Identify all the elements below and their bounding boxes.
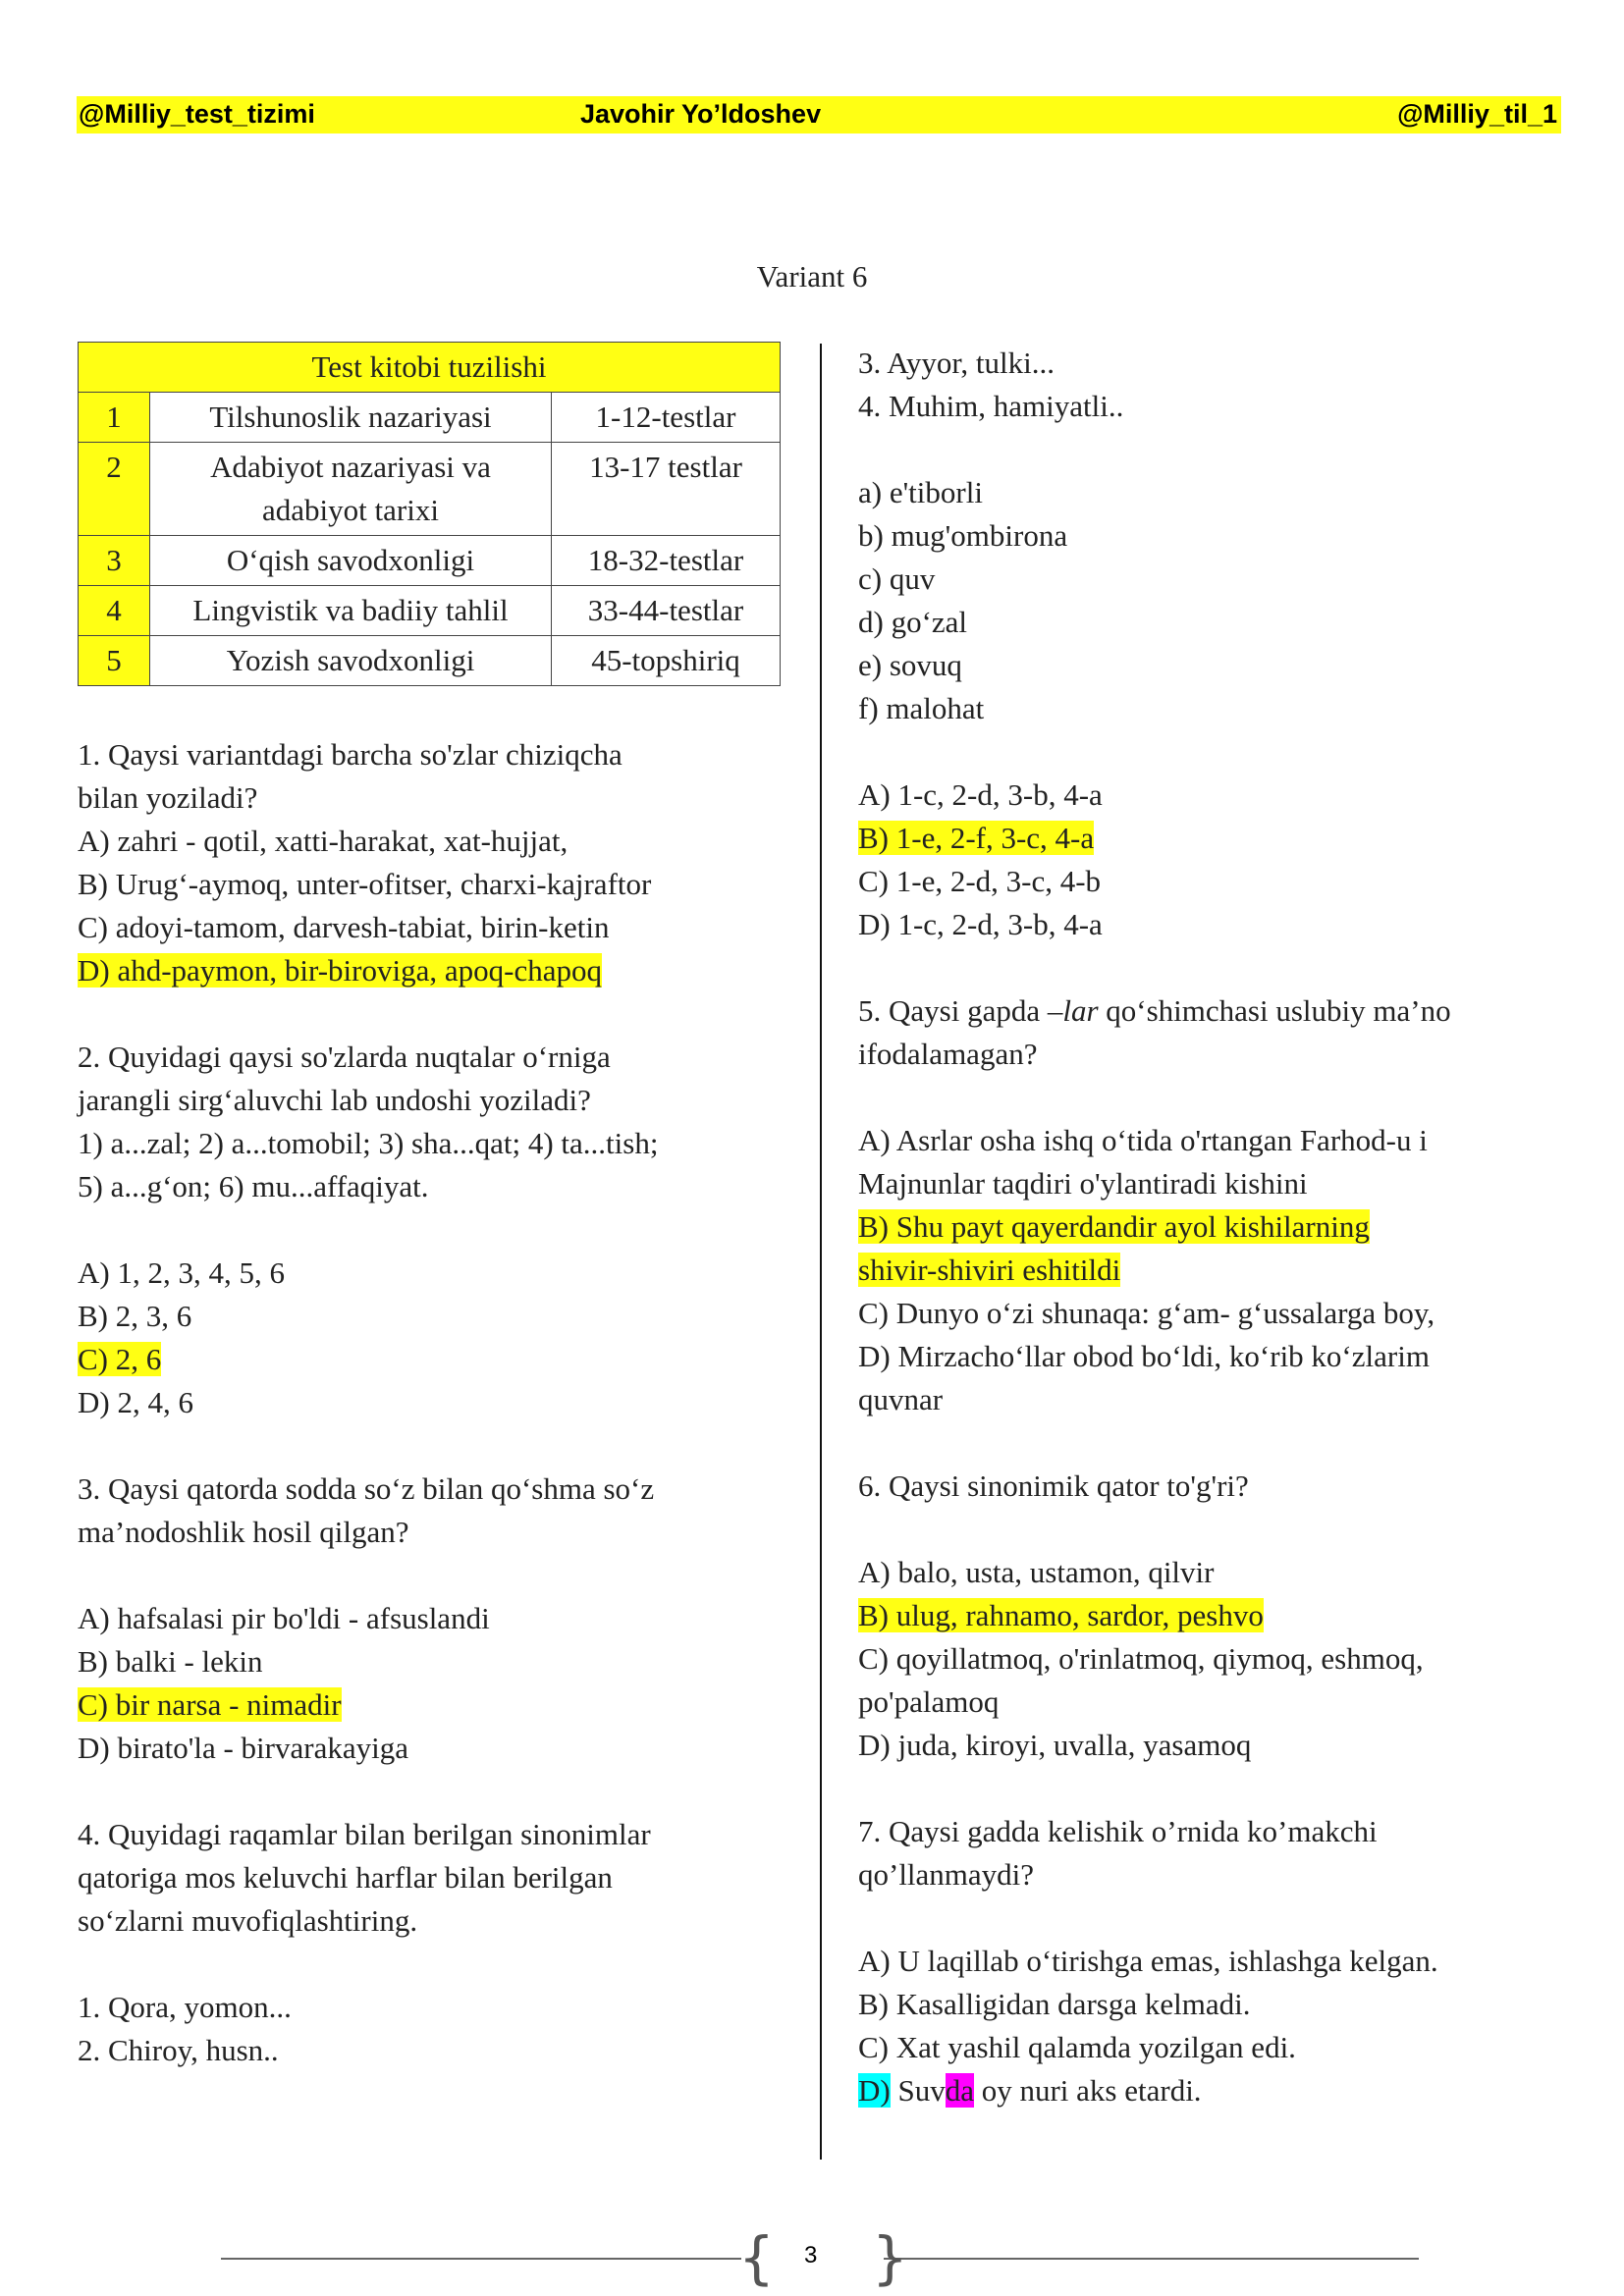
option-a: A) U laqillab o‘tirishga emas, ishlashga kelgan.	[858, 1944, 1438, 1978]
option-b-correct: B) ulug, rahnamo, sardor, peshvo	[858, 1598, 1264, 1632]
question-text-part: 5. Qaysi gapda	[858, 993, 1048, 1028]
option-d-text: Suv	[890, 2073, 946, 2108]
option-c-cont: po'palamoq	[858, 1684, 1000, 1719]
letter-item-b: b) mug'ombirona	[858, 518, 1068, 553]
question-4-continued	[858, 342, 1565, 946]
table-row	[79, 636, 781, 686]
header-author: Javohir Yo’ldoshev	[580, 99, 822, 129]
question-text: 7. Qaysi gadda kelishik o’rnida ko’makchi	[858, 1814, 1378, 1848]
option-d-correct: D) ahd-paymon, bir-biroviga, apoq-chapoq	[78, 953, 602, 988]
question-6	[858, 1465, 1565, 1767]
table-row	[79, 536, 781, 586]
question-text: ma’nodoshlik hosil qilgan?	[78, 1515, 409, 1549]
option-b-correct: B) 1-e, 2-f, 3-c, 4-a	[858, 821, 1095, 855]
question-text: qatoriga mos keluvchi harflar bilan berilgan	[78, 1860, 613, 1895]
question-3	[78, 1468, 785, 1770]
letter-item-c: c) quv	[858, 561, 936, 596]
variant-title: Variant 6	[756, 259, 868, 294]
page-footer	[0, 2224, 1624, 2291]
option-a: A) 1-c, 2-d, 3-b, 4-a	[858, 777, 1103, 812]
question-text: bilan yoziladi?	[78, 780, 258, 815]
section-name: O‘qish savodxonligi	[150, 536, 552, 586]
suffix-highlight: da	[945, 2073, 974, 2108]
option-b: B) Kasalligidan darsga kelmadi.	[858, 1987, 1251, 2021]
question-text: 6. Qaysi sinonimik qator to'g'ri?	[858, 1468, 1249, 1503]
option-b: B) Urug‘-aymoq, unter-ofitser, charxi-kajraftor	[78, 867, 652, 901]
section-name: Tilshunoslik nazariyasi	[150, 393, 552, 443]
right-column	[858, 342, 1565, 2112]
question-5	[858, 989, 1565, 1421]
suffix-italic: –lar	[1047, 993, 1099, 1028]
question-text: jarangli sirg‘aluvchi lab undoshi yoziladi?	[78, 1083, 591, 1117]
option-d: D) Mirzacho‘llar obod bo‘ldi, ko‘rib ko‘zlarim	[858, 1339, 1430, 1373]
option-d: D) juda, kiroyi, uvalla, yasamoq	[858, 1728, 1252, 1762]
option-d	[858, 2069, 1565, 2112]
question-text: so‘zlarni muvofiqlashtiring.	[78, 1903, 418, 1938]
question-text: 1. Qaysi variantdagi barcha so'zlar chiziqcha	[78, 737, 623, 772]
question-text: 5) a...g‘on; 6) mu...affaqiyat.	[78, 1169, 429, 1203]
synonym-item-2: 2. Chiroy, husn..	[78, 2033, 279, 2067]
question-text: qo’llanmaydi?	[858, 1857, 1035, 1892]
option-a: A) balo, usta, ustamon, qilvir	[858, 1555, 1215, 1589]
option-c-correct: C) 2, 6	[78, 1342, 162, 1376]
option-a: A) hafsalasi pir bo'ldi - afsuslandi	[78, 1601, 490, 1635]
question-2	[78, 1036, 785, 1424]
brace-left-icon: {	[738, 2224, 775, 2291]
option-d: D) 2, 4, 6	[78, 1385, 193, 1419]
footer-rule-right	[884, 2258, 1419, 2260]
option-c-correct: C) bir narsa - nimadir	[78, 1687, 342, 1722]
option-d: D) 1-c, 2-d, 3-b, 4-a	[858, 907, 1103, 941]
option-a: A) Asrlar osha ishq o‘tida o'rtangan Farhod-u i	[858, 1123, 1428, 1157]
row-number: 3	[79, 536, 150, 586]
question-text: 3. Qaysi qatorda sodda so‘z bilan qo‘shma so‘z	[78, 1471, 655, 1506]
test-range: 18-32-testlar	[552, 536, 781, 586]
question-7	[858, 1810, 1565, 2112]
test-range: 45-topshiriq	[552, 636, 781, 686]
question-1	[78, 733, 785, 992]
option-b-correct: B) Shu payt qayerdandir ayol kishilarning	[858, 1209, 1370, 1244]
row-number: 1	[79, 393, 150, 443]
test-range: 13-17 testlar	[552, 443, 781, 536]
brace-right-icon: }	[872, 2224, 908, 2291]
option-a: A) zahri - qotil, xatti-harakat, xat-hujjat,	[78, 824, 568, 858]
option-b: B) balki - lekin	[78, 1644, 263, 1679]
option-a-cont: Majnunlar taqdiri o'ylantiradi kishini	[858, 1166, 1308, 1201]
header-channel-left: @Milliy_test_tizimi	[79, 99, 315, 129]
question-text	[858, 989, 1565, 1033]
letter-item-e: e) sovuq	[858, 648, 962, 682]
letter-item-f: f) malohat	[858, 691, 985, 725]
test-range: 33-44-testlar	[552, 586, 781, 636]
question-text: 1) a...zal; 2) a...tomobil; 3) sha...qat; 4) ta...tish;	[78, 1126, 659, 1160]
option-c: C) Dunyo o‘zi shunaqa: g‘am- g‘ussalarga boy,	[858, 1296, 1435, 1330]
question-text: 2. Quyidagi qaysi so'zlarda nuqtalar o‘rniga	[78, 1040, 611, 1074]
option-c: C) qoyillatmoq, o'rinlatmoq, qiymoq, eshmoq,	[858, 1641, 1424, 1676]
test-range: 1-12-testlar	[552, 393, 781, 443]
column-divider	[820, 344, 822, 2160]
row-number: 2	[79, 443, 150, 536]
option-c: C) 1-e, 2-d, 3-c, 4-b	[858, 864, 1102, 898]
page-header	[77, 96, 1561, 133]
synonym-item-4: 4. Muhim, hamiyatli..	[858, 389, 1124, 423]
question-text-part: qo‘shimchasi uslubiy ma’no	[1098, 993, 1451, 1028]
letter-item-a: a) e'tiborli	[858, 475, 983, 509]
question-text: ifodalamagan?	[858, 1037, 1038, 1071]
table-row	[79, 586, 781, 636]
letter-item-d: d) go‘zal	[858, 605, 968, 639]
question-text: 4. Quyidagi raqamlar bilan berilgan sinonimlar	[78, 1817, 651, 1851]
header-channel-right: @Milliy_til_1	[1397, 99, 1557, 129]
option-d-cont: quvnar	[858, 1382, 944, 1416]
option-b: B) 2, 3, 6	[78, 1299, 192, 1333]
option-b-correct-cont: shivir-shiviri eshitildi	[858, 1253, 1121, 1287]
table-row	[79, 443, 781, 536]
question-4	[78, 1813, 785, 2072]
option-d-text: oy nuri aks etardi.	[973, 2073, 1202, 2108]
table-caption: Test kitobi tuzilishi	[79, 343, 781, 393]
option-a: A) 1, 2, 3, 4, 5, 6	[78, 1255, 285, 1290]
option-c: C) Xat yashil qalamda yozilgan edi.	[858, 2030, 1296, 2064]
section-name: Adabiyot nazariyasi va adabiyot tarixi	[150, 443, 552, 536]
section-name: Yozish savodxonligi	[150, 636, 552, 686]
option-d-label-highlight: D)	[858, 2073, 891, 2108]
page-number: 3	[804, 2242, 818, 2269]
option-d: D) birato'la - birvarakayiga	[78, 1731, 408, 1765]
book-structure-table	[78, 342, 781, 686]
footer-rule-left	[221, 2258, 741, 2260]
synonym-item-3: 3. Ayyor, tulki...	[858, 346, 1056, 380]
synonym-item-1: 1. Qora, yomon...	[78, 1990, 292, 2024]
table-row	[79, 393, 781, 443]
left-column	[78, 342, 785, 2072]
row-number: 4	[79, 586, 150, 636]
row-number: 5	[79, 636, 150, 686]
option-c: C) adoyi-tamom, darvesh-tabiat, birin-ketin	[78, 910, 610, 944]
section-name: Lingvistik va badiiy tahlil	[150, 586, 552, 636]
